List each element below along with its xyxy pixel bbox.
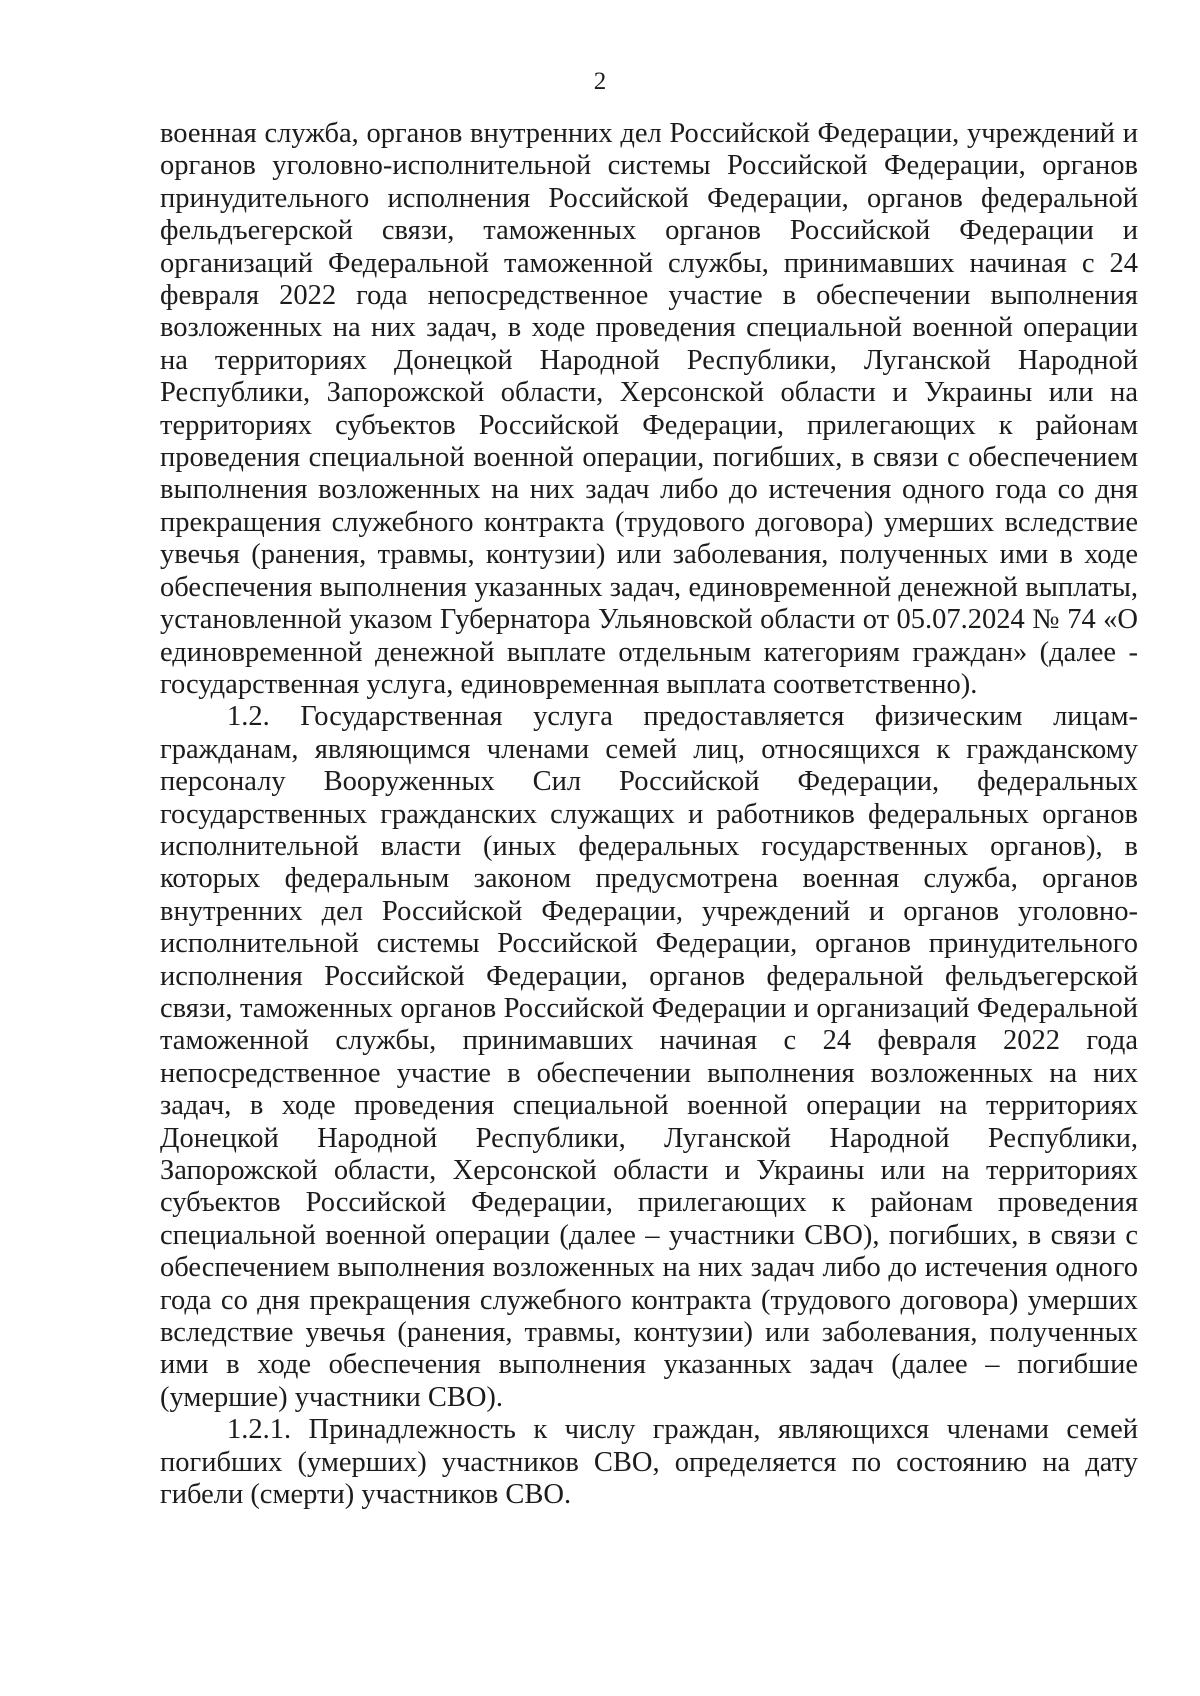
paragraph-1-2: 1.2. Государственная услуга предоставляется физическим лицам-гражданам, являющимся членами семей лиц, относящихся к гражданскому персоналу Вооруженных Сил Российской Федерации, федеральных государственных гражданских служащих и работников федеральных органов исполнительной власти (иных федеральных государственных органов), в которых федеральным законом предусмотрена военная служба, органов внутренних дел Российской Федерации, учреждений и органов уголовно-исполнительной системы Российской Федерации, органов принудительного исполнения Российской Федерации, органов федеральной фельдъегерской связи, таможенных органов Российской Федерации и организаций Федеральной таможенной службы, принимавших начиная с 24 февраля 2022 года непосредственное участие в обеспечении выполнения возложенных на них задач, в ходе проведения специальной военной операции на территориях Донецкой Народной Республики, Луганской Народной Республики, Запорожской области, Херсонской области и Украины или на территориях субъектов Российской Федерации, прилегающих к районам проведения специальной военной операции (далее – участники СВО), погибших, в связи с обеспечением выполнения возложенных на них задач либо до истечения одного года со дня прекращения служебного контракта (трудового договора) умерших вследствие увечья (ранения, травмы, контузии) или заболевания, полученных ими в ходе обеспечения выполнения указанных задач (далее – погибшие (умершие) участники СВО). xyxy=(160,701,1138,1413)
page-number: 2 xyxy=(593,68,607,95)
document-body xyxy=(160,118,1138,1511)
paragraph-continuation: военная служба, органов внутренних дел Российской Федерации, учреждений и органов уголовно-исполнительной системы Российской Федерации, органов принудительного исполнения Российской Федерации, органов федеральной фельдъегерской связи, таможенных органов Российской Федерации и организаций Федеральной таможенной службы, принимавших начиная с 24 февраля 2022 года непосредственное участие в обеспечении выполнения возложенных на них задач, в ходе проведения специальной военной операции на территориях Донецкой Народной Республики, Луганской Народной Республики, Запорожской области, Херсонской области и Украины или на территориях субъектов Российской Федерации, прилегающих к районам проведения специальной военной операции, погибших, в связи с обеспечением выполнения возложенных на них задач либо до истечения одного года со дня прекращения служебного контракта (трудового договора) умерших вследствие увечья (ранения, травмы, контузии) или заболевания, полученных ими в ходе обеспечения выполнения указанных задач, единовременной денежной выплаты, установленной указом Губернатора Ульяновской области от 05.07.2024 № 74 «О единовременной денежной выплате отдельным категориям граждан» (далее - государственная услуга, единовременная выплата соответственно). xyxy=(160,118,1138,700)
paragraph-1-2-1: 1.2.1. Принадлежность к числу граждан, являющихся членами семей погибших (умерших) участников СВО, определяется по состоянию на дату гибели (смерти) участников СВО. xyxy=(160,1414,1138,1511)
